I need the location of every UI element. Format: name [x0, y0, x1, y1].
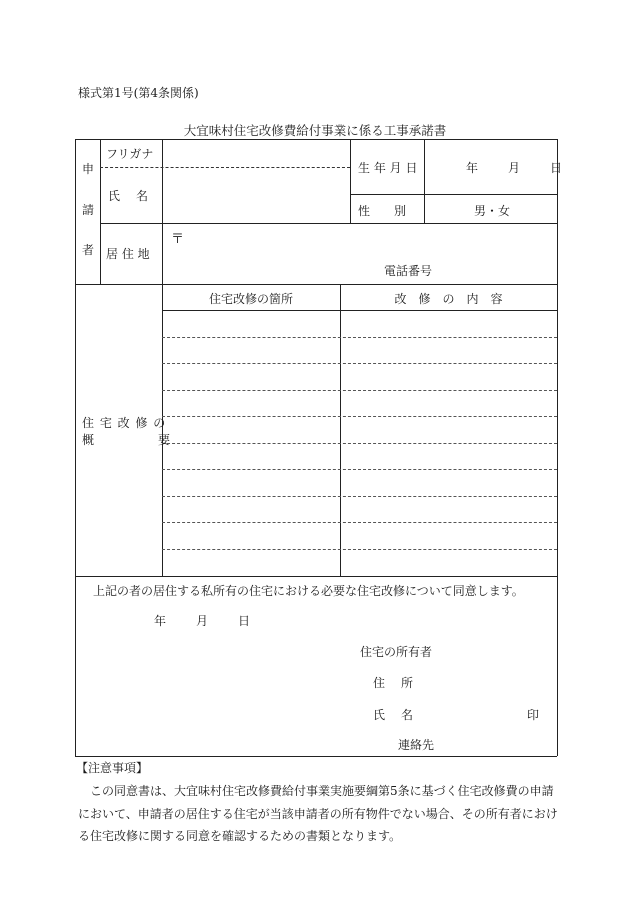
notes-body: この同意書は、大宜味村住宅改修費給付事業実施要綱第5条に基づく住宅改修費の申請において、申請者の居住する住宅が当該申請者の所有物件でない場合、その所有者における住宅改修に関する同意を確認するための書類となります。: [78, 784, 558, 843]
renovation-label-line2-text: 概 要: [82, 433, 178, 447]
sex-label: 性 別: [358, 204, 407, 218]
address-label: 居 住 地: [106, 247, 150, 261]
content-field[interactable]: [341, 391, 556, 415]
owner-name-label: 氏 名: [373, 708, 416, 722]
phone-label: 電話番号: [384, 264, 433, 278]
location-field[interactable]: [163, 444, 339, 468]
applicant-label-char: 申: [81, 162, 94, 176]
content-field[interactable]: [341, 338, 556, 362]
location-field[interactable]: [163, 338, 339, 362]
owner-address-label: 住 所: [373, 676, 416, 690]
location-field[interactable]: [163, 523, 339, 548]
renovation-label-line1: 住 宅 改 修 の: [82, 416, 167, 430]
owner-name-field[interactable]: [420, 702, 520, 724]
location-field[interactable]: [163, 364, 339, 389]
col-header-content: 改 修 の 内 容: [394, 292, 503, 306]
col-header-location: 住宅改修の箇所: [208, 292, 293, 306]
contact-field[interactable]: [445, 733, 553, 753]
name-field[interactable]: [164, 169, 349, 222]
renovation-label-line2: [82, 431, 178, 448]
content-field[interactable]: [341, 364, 556, 389]
location-field[interactable]: [163, 497, 339, 521]
sex-field[interactable]: 男・女: [474, 204, 511, 218]
location-field[interactable]: [163, 550, 339, 575]
applicant-group-label: [76, 160, 100, 258]
location-field[interactable]: [163, 311, 339, 336]
notes-heading: 【注意事項】: [76, 761, 149, 775]
location-field[interactable]: [163, 391, 339, 415]
owner-label: 住宅の所有者: [360, 645, 433, 659]
content-field[interactable]: [341, 523, 556, 548]
birth-date-field[interactable]: 年 月 日: [466, 161, 565, 175]
consent-date-field[interactable]: 年 月 日: [154, 614, 253, 628]
content-field[interactable]: [341, 497, 556, 521]
furigana-label: フリガナ: [106, 147, 154, 161]
content-field[interactable]: [341, 417, 556, 442]
consent-statement: 上記の者の居住する私所有の住宅における必要な住宅改修について同意します。: [93, 584, 524, 598]
applicant-label-char: 請: [81, 202, 94, 217]
applicant-label-char: 者: [81, 243, 94, 257]
content-field[interactable]: [341, 311, 556, 336]
furigana-field[interactable]: [164, 145, 349, 166]
content-field[interactable]: [341, 550, 556, 575]
address-field[interactable]: [185, 226, 553, 256]
name-label: 氏 名: [108, 189, 151, 203]
postal-mark: 〒: [171, 232, 185, 247]
form-number: 様式第1号(第4条関係): [78, 86, 199, 100]
content-field[interactable]: [341, 470, 556, 495]
location-field[interactable]: [163, 470, 339, 495]
content-field[interactable]: [341, 444, 556, 468]
contact-label: 連絡先: [398, 738, 435, 752]
birth-date-label: 生 年 月 日: [358, 161, 418, 175]
seal-mark: 印: [527, 708, 540, 722]
owner-address-field[interactable]: [420, 670, 552, 692]
location-field[interactable]: [163, 417, 339, 442]
form-title: 大宜味村住宅改修費給付事業に係る工事承諾書: [183, 123, 447, 138]
